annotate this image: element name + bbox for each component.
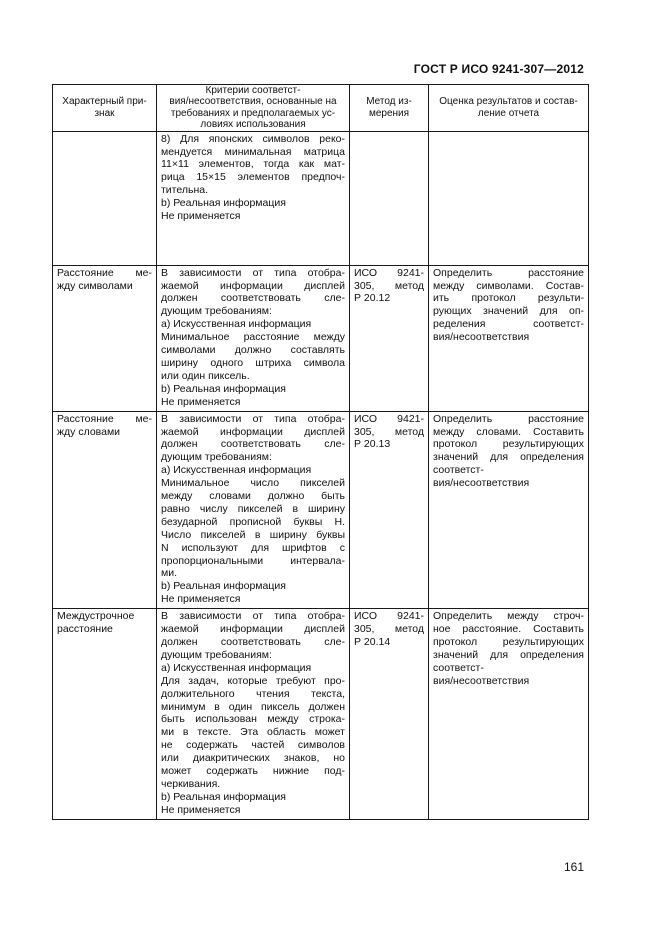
cell-method [350,131,429,265]
cell-line: значений для определения [433,648,584,661]
cell-method [350,265,429,411]
cell-line: Критерии соответст- [205,85,301,96]
cell-line: знак [94,107,115,119]
cell-line: Междустрочное [57,610,135,623]
cell-line: ное расстояние. Составить [433,623,584,636]
cell-line: соответст- [433,464,484,477]
cell-line: 305, метод [354,425,424,438]
cell-line: ление отчета [477,107,540,119]
cell-line: дующим требованиям: [161,648,272,661]
cell-line: значений для определения [433,451,584,464]
cell-line: Расстояние ме- [57,412,152,425]
cell-line: Не применяется [161,395,241,408]
cell-line: b) Реальная информация [161,197,286,210]
cell-line: а) Искусственная информация [161,318,312,331]
cell-line: Определить расстояние [433,412,584,425]
cell-line: Для задач, которые требуют про- [161,674,345,687]
cell-line: жаемой информации дисплей [161,623,345,636]
cell-line: рующих значений для оп- [433,305,584,318]
cell-line: мерения [368,107,410,119]
cell-line: В зависимости от типа отобра- [161,266,345,279]
cell-line: вия/несоответствия [433,477,530,490]
cell-line: ределения соответст- [433,318,584,331]
header-evaluation [429,85,589,132]
cell-criteria [157,131,350,265]
cell-line: безударной прописной буквы Н. [161,515,345,528]
page-number: 161 [564,860,585,874]
cell-line: а) Искусственная информация [161,464,312,477]
cell-line: b) Реальная информация [161,580,286,593]
cell-line: ми. [161,567,178,580]
cell-line: минимум в один пиксель должен [161,700,345,713]
cell-line: ИСО 9241- [354,610,424,623]
cell-line: между словами должно быть [161,490,345,503]
cell-evaluation [429,411,589,609]
cell-line: быть использован между строка- [161,713,345,726]
cell-line: жду словами [57,425,121,438]
cell-evaluation [429,609,589,820]
cell-line: В зависимости от типа отобра- [161,412,345,425]
cell-line: вия/несоответствия, основанные на [169,96,337,108]
cell-line: вия/несоответствия [433,674,530,687]
cell-line: 11×11 элементов, тогда как мат- [161,158,345,171]
cell-line: вия/несоответствия [433,331,530,344]
cell-line: должен соответствовать сле- [161,636,345,648]
cell-line: пропорциональными интервала- [161,554,345,567]
cell-line: Минимальное расстояние между [161,331,345,344]
cell-line: Определить расстояние [433,266,584,279]
cell-line: 305, метод [354,279,424,292]
cell-line: соответст- [433,661,484,674]
cell-line: требованиях и предполагаемых ус- [170,107,336,119]
table-row [53,265,589,411]
cell-line: а) Искусственная информация [161,661,312,674]
cell-line: черкивания. [161,777,221,790]
cell-line: Не применяется [161,803,241,816]
cell-line: жду символами [57,279,133,292]
cell-line: символами должно составлять [161,344,345,357]
cell-line: Метод из- [366,96,412,108]
cell-line: дующим требованиям: [161,305,272,318]
cell-line: или один пиксель. [161,369,250,382]
cell-criteria [157,265,350,411]
cell-method [350,609,429,820]
cell-line: должен соответствовать сле- [161,292,345,305]
table-header-row [53,85,589,132]
cell-line: Расстояние ме- [57,266,152,279]
cell-line: b) Реальная информация [161,790,286,803]
cell-line: между символами. Состав- [433,279,584,292]
cell-evaluation [429,131,589,265]
cell-line: жаемой информации дисплей [161,425,345,438]
cell-line: равно числу пикселей в ширину [161,502,345,515]
cell-line: ширину одного штриха символа [161,356,345,369]
cell-line: ить протокол результи- [433,292,584,305]
cell-line: между словами. Составить [433,425,584,438]
cell-line: не содержать частей символов [161,739,345,752]
cell-feature [53,131,157,265]
cell-feature [53,411,157,609]
cell-line: В зависимости от типа отобра- [161,610,345,623]
cell-line: Число пикселей в ширину буквы [161,528,345,541]
cell-line: жаемой информации дисплей [161,279,345,292]
cell-line: может содержать нижние под- [161,765,345,778]
table-row [53,609,589,820]
cell-line: должительного чтения текста, [161,687,345,700]
document-code: ГОСТ Р ИСО 9241-307—2012 [413,62,584,76]
cell-feature [53,609,157,820]
cell-line: 8) Для японских символов реко- [161,132,345,145]
cell-line: протокол результирующих [433,438,584,451]
cell-line: 305, метод [354,623,424,636]
cell-method [350,411,429,609]
cell-line: Определить между строч- [433,610,584,623]
cell-line: Характерный при- [62,96,147,108]
cell-line: N используют для шрифтов с [161,541,345,554]
cell-line: ИСО 9241- [354,266,424,279]
cell-line: или диакритических знаков, но [161,752,345,765]
criteria-table [52,84,589,820]
cell-line: Не применяется [161,593,241,606]
cell-line: протокол результирующих [433,636,584,648]
cell-line: дующим требованиям: [161,451,272,464]
header-feature [53,85,157,132]
cell-line: тительна. [161,184,209,197]
cell-line: Не применяется [161,210,241,223]
table-row [53,411,589,609]
cell-line: Минимальное число пикселей [161,477,345,490]
cell-line: Р 20.14 [354,636,391,648]
cell-line: Р 20.13 [354,438,391,451]
cell-feature [53,265,157,411]
cell-line: Оценка результатов и состав- [439,96,578,108]
cell-line: ми в тексте. Эта область может [161,726,345,739]
cell-criteria [157,411,350,609]
cell-line: рица 15×15 элементов предпоч- [161,171,345,184]
cell-line: b) Реальная информация [161,382,286,395]
cell-line: должен соответствовать сле- [161,438,345,451]
cell-evaluation [429,265,589,411]
cell-criteria [157,609,350,820]
cell-line: ИСО 9421- [354,412,424,425]
cell-line: Р 20.12 [354,292,391,305]
cell-line: ловиях использования [200,119,306,131]
header-criteria [157,85,350,132]
header-method [350,85,429,132]
cell-line: мендуется минимальная матрица [161,145,345,158]
cell-line: расстояние [57,623,113,636]
table-row [53,131,589,265]
